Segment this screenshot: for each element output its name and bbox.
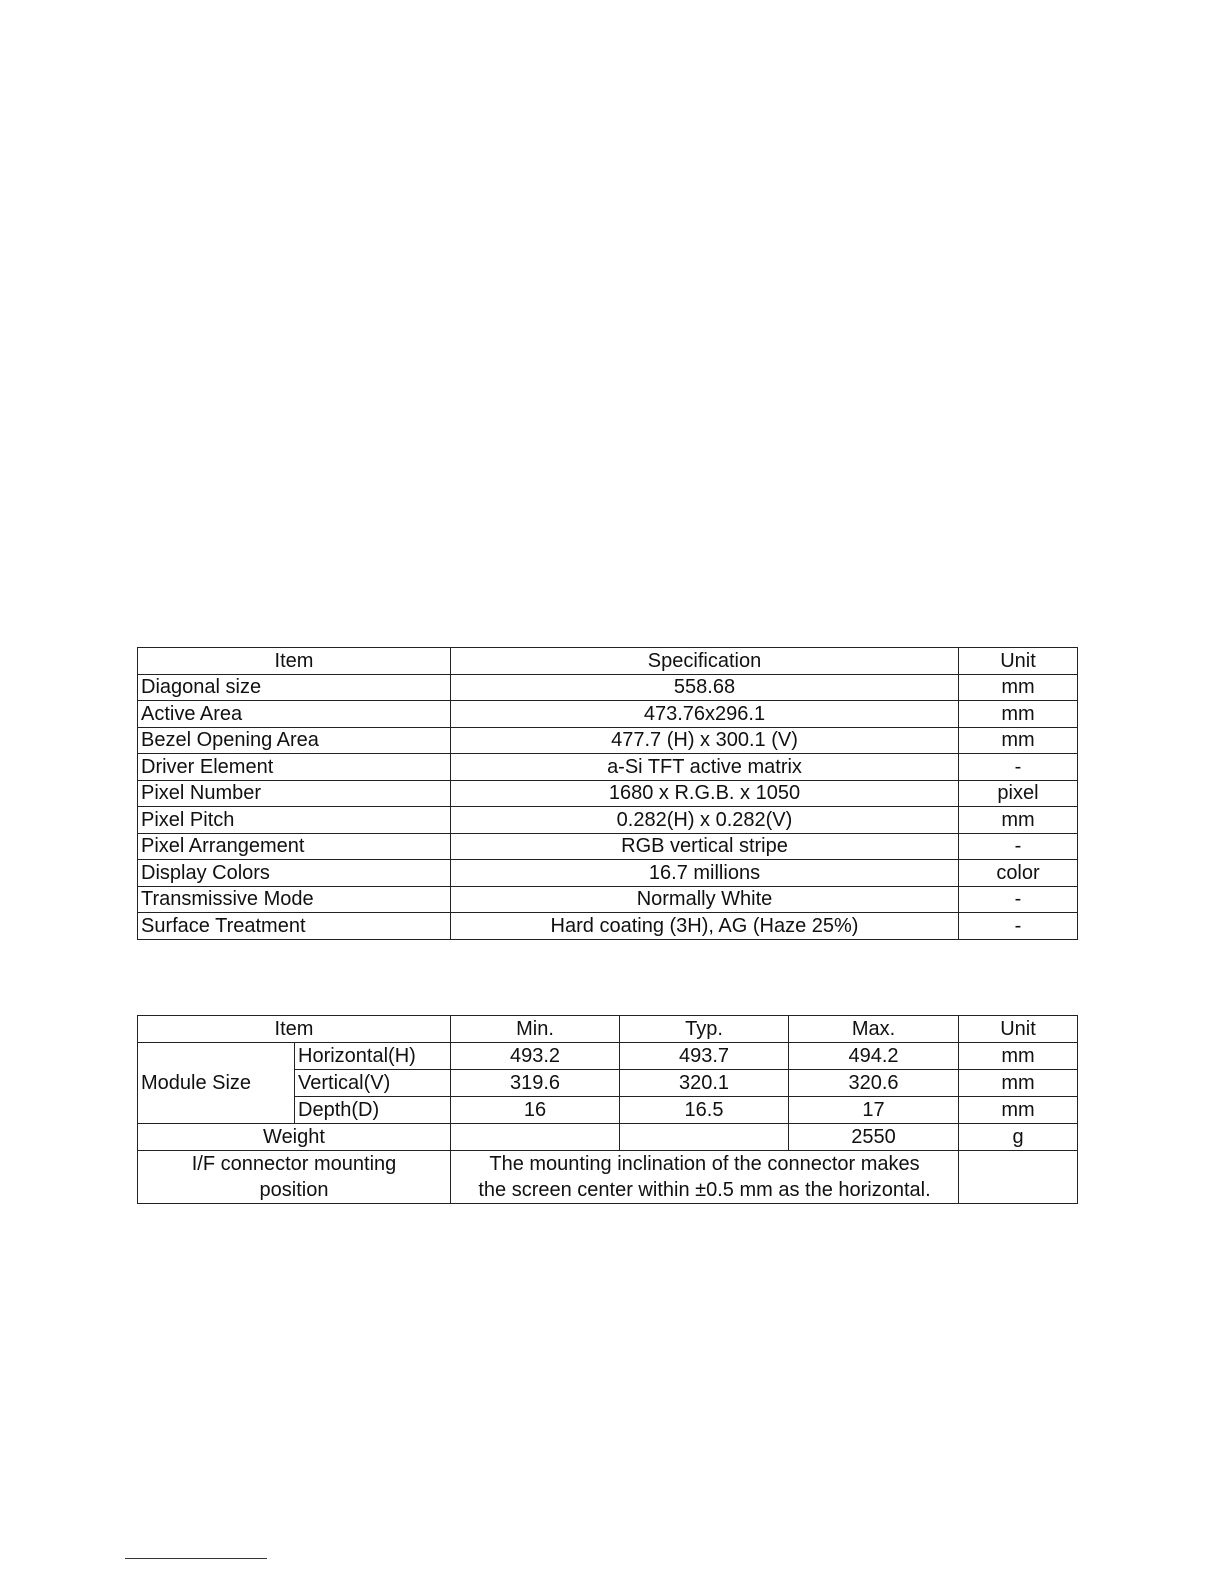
header-specification: Specification xyxy=(451,648,959,675)
row-unit: mm xyxy=(959,1043,1078,1070)
table-row xyxy=(138,754,1078,781)
table-header-row xyxy=(138,1016,1078,1043)
table-row xyxy=(138,913,1078,940)
row-item: Transmissive Mode xyxy=(138,886,451,913)
header-unit: Unit xyxy=(959,648,1078,675)
connector-description-line2: the screen center within ±0.5 mm as the horizontal. xyxy=(478,1179,931,1201)
row-item: Pixel Pitch xyxy=(138,807,451,834)
row-unit: mm xyxy=(959,701,1078,728)
connector-unit xyxy=(959,1151,1078,1204)
weight-label: Weight xyxy=(138,1124,451,1151)
row-min: 319.6 xyxy=(451,1070,620,1097)
row-unit: mm xyxy=(959,727,1078,754)
row-unit: - xyxy=(959,886,1078,913)
row-unit: mm xyxy=(959,1097,1078,1124)
module-size-label: Module Size xyxy=(138,1043,295,1124)
weight-min xyxy=(451,1124,620,1151)
table-row xyxy=(138,886,1078,913)
weight-typ xyxy=(620,1124,789,1151)
weight-unit: g xyxy=(959,1124,1078,1151)
row-sub-item: Horizontal(H) xyxy=(295,1043,451,1070)
row-unit: - xyxy=(959,913,1078,940)
row-typ: 493.7 xyxy=(620,1043,789,1070)
header-max: Max. xyxy=(789,1016,959,1043)
connector-label-line2: position xyxy=(259,1179,329,1201)
row-spec: 473.76x296.1 xyxy=(451,701,959,728)
row-max: 494.2 xyxy=(789,1043,959,1070)
row-max: 320.6 xyxy=(789,1070,959,1097)
connector-label xyxy=(138,1151,451,1204)
specification-table-body xyxy=(138,648,1078,940)
row-typ: 16.5 xyxy=(620,1097,789,1124)
specification-table xyxy=(137,647,1078,940)
row-item: Diagonal size xyxy=(138,674,451,701)
row-sub-item: Vertical(V) xyxy=(295,1070,451,1097)
row-sub-item: Depth(D) xyxy=(295,1097,451,1124)
weight-row xyxy=(138,1124,1078,1151)
row-min: 16 xyxy=(451,1097,620,1124)
header-min: Min. xyxy=(451,1016,620,1043)
row-spec: Hard coating (3H), AG (Haze 25%) xyxy=(451,913,959,940)
row-spec: 1680 x R.G.B. x 1050 xyxy=(451,780,959,807)
table-row xyxy=(138,1043,1078,1070)
header-unit: Unit xyxy=(959,1016,1078,1043)
table-header-row xyxy=(138,648,1078,675)
row-spec: RGB vertical stripe xyxy=(451,833,959,860)
connector-label-line1: I/F connector mounting xyxy=(191,1153,397,1175)
table-row xyxy=(138,727,1078,754)
row-spec: 477.7 (H) x 300.1 (V) xyxy=(451,727,959,754)
row-unit: mm xyxy=(959,674,1078,701)
row-max: 17 xyxy=(789,1097,959,1124)
row-spec: Normally White xyxy=(451,886,959,913)
header-item: Item xyxy=(138,648,451,675)
row-spec: 558.68 xyxy=(451,674,959,701)
row-spec: a-Si TFT active matrix xyxy=(451,754,959,781)
row-unit: mm xyxy=(959,807,1078,834)
row-unit: mm xyxy=(959,1070,1078,1097)
row-item: Active Area xyxy=(138,701,451,728)
row-typ: 320.1 xyxy=(620,1070,789,1097)
row-item: Driver Element xyxy=(138,754,451,781)
table-row xyxy=(138,674,1078,701)
row-unit: - xyxy=(959,833,1078,860)
row-unit: color xyxy=(959,860,1078,887)
table-row xyxy=(138,807,1078,834)
row-item: Display Colors xyxy=(138,860,451,887)
header-typ: Typ. xyxy=(620,1016,789,1043)
weight-max: 2550 xyxy=(789,1124,959,1151)
row-item: Pixel Arrangement xyxy=(138,833,451,860)
row-item: Bezel Opening Area xyxy=(138,727,451,754)
header-item: Item xyxy=(138,1016,451,1043)
row-unit: - xyxy=(959,754,1078,781)
row-min: 493.2 xyxy=(451,1043,620,1070)
table-row xyxy=(138,701,1078,728)
row-unit: pixel xyxy=(959,780,1078,807)
connector-description-line1: The mounting inclination of the connector makes xyxy=(489,1153,920,1175)
table-row xyxy=(138,860,1078,887)
mechanical-table xyxy=(137,1015,1078,1204)
row-spec: 16.7 millions xyxy=(451,860,959,887)
row-spec: 0.282(H) x 0.282(V) xyxy=(451,807,959,834)
connector-description xyxy=(451,1151,959,1204)
mechanical-table-body xyxy=(138,1016,1078,1204)
table-row xyxy=(138,833,1078,860)
connector-row xyxy=(138,1151,1078,1204)
row-item: Surface Treatment xyxy=(138,913,451,940)
table-row xyxy=(138,780,1078,807)
footnote-separator xyxy=(125,1558,267,1559)
row-item: Pixel Number xyxy=(138,780,451,807)
